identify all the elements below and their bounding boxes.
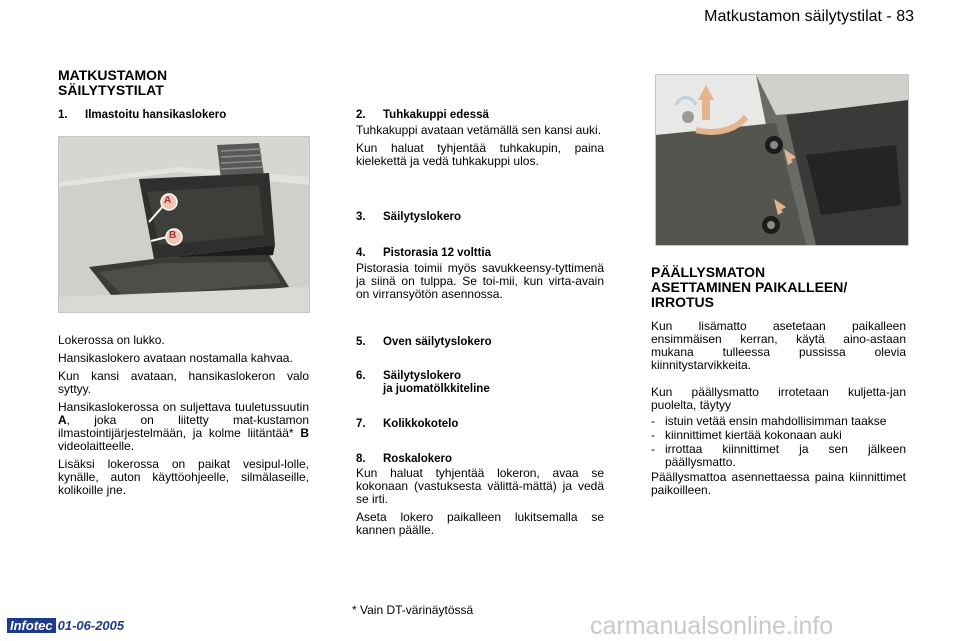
text-run: , joka on liitetty mat-kustamon ilmastointijärjestelmään, ja kolme liitäntää* — [58, 413, 309, 440]
watermark: carmanualsonline.info — [590, 612, 834, 640]
footnote: * Vain DT-värinäytössä — [352, 603, 474, 617]
subheading-text: Säilytyslokero — [383, 370, 461, 382]
paragraph: Kun lisämatto asetetaan paikalleen ensimmäisen kerran, käytä aino-astaan mukana tulleessa pussissa olevia kiinnitystarvikkeita. — [651, 319, 906, 372]
label-b-ref: B — [300, 426, 309, 440]
section-title — [58, 68, 258, 98]
subheading-8 — [356, 453, 452, 465]
label-b: B — [169, 230, 177, 241]
list-item: - irrottaa kiinnittimet ja sen jälkeen päällysmatto. — [651, 443, 906, 469]
paragraph: Hansikaslokero avataan nostamalla kahvaa. — [58, 351, 293, 365]
footer-logo — [7, 618, 124, 633]
subheading-number: 1. — [58, 109, 68, 121]
floor-mat-photo — [655, 74, 909, 246]
bin-text — [356, 467, 604, 542]
ashtray-text — [356, 124, 604, 173]
subheading-text: Kolikkokotelo — [383, 418, 459, 430]
paragraph: Tuhkakuppi avataan vetämällä sen kansi auki. — [356, 123, 602, 137]
subheading-number: 6. — [356, 370, 366, 382]
footer-date: 01-06-2005 — [57, 618, 125, 633]
mat-text — [651, 320, 906, 502]
subheading-number: 5. — [356, 336, 366, 348]
section-title-line1: MATKUSTAMON — [58, 67, 168, 83]
subheading-number: 7. — [356, 418, 366, 430]
paragraph: Päällysmattoa asennettaessa paina kiinnittimet paikoilleen. — [651, 470, 906, 497]
subheading-number: 2. — [356, 109, 366, 121]
section-title-line2: SÄILYTYSTILAT — [58, 82, 164, 98]
paragraph: Lisäksi lokerossa on paikat vesipul-lolle, kynälle, auton käyttöohjeelle, silmälaseille, kolikoille jne. — [58, 457, 309, 497]
paragraph: Kun päällysmatto irrotetaan kuljetta-jan puolelta, täytyy — [651, 385, 906, 412]
subheading-text: Pistorasia 12 volttia — [383, 247, 492, 259]
label-a-ref: A — [58, 413, 67, 427]
subheading-text: Ilmastoitu hansikaslokero — [85, 109, 227, 121]
paragraph: Pistorasia toimii myös savukkeensy-tyttimenä ja siinä on tulppa. Se toi-mii, kun virta-avain on virransyötön asennossa. — [356, 261, 604, 301]
subheading-5 — [356, 336, 492, 348]
steps-list — [651, 415, 906, 469]
subheading-text-cont: ja juomatölkkiteline — [383, 383, 490, 395]
paragraph: Kun haluat tyhjentää lokeron, avaa se kokonaan (vastuksesta välittä-mättä) ja vedä se irti. — [356, 466, 604, 506]
subheading-number: 8. — [356, 453, 366, 465]
paragraph: Aseta lokero paikalleen lukitsemalla se kannen päälle. — [356, 510, 604, 537]
subheading-number: 3. — [356, 211, 366, 223]
subheading-4 — [356, 247, 491, 259]
subheading-2 — [356, 109, 489, 121]
subheading-text: Oven säilytyslokero — [383, 336, 492, 348]
subheading-text: Roskalokero — [383, 453, 453, 465]
socket-text — [356, 262, 604, 306]
text-run: videolaitteelle. — [58, 439, 135, 453]
subheading-text: Säilytyslokero — [383, 211, 461, 223]
glovebox-photo — [58, 136, 310, 313]
subheading-1 — [58, 109, 226, 121]
subheading-3 — [356, 211, 461, 223]
paragraph: Kun haluat tyhjentää tuhkakupin, paina kielekettä ja vedä tuhkakuppi ulos. — [356, 141, 604, 168]
label-a: A — [164, 195, 172, 206]
subheading-6 — [356, 370, 490, 396]
mat-section-title — [651, 265, 921, 310]
paragraph: Kun kansi avataan, hansikaslokeron valo syttyy. — [58, 369, 309, 396]
paragraph — [58, 401, 309, 453]
list-item: - kiinnittimet kiertää kokonaan auki — [651, 429, 906, 442]
paragraph: Lokerossa on lukko. — [58, 333, 165, 347]
title-line: IRROTUS — [651, 294, 714, 310]
title-line: ASETTAMINEN PAIKALLEEN/ — [651, 279, 848, 295]
subheading-text: Tuhkakuppi edessä — [383, 109, 489, 121]
text-run: Hansikaslokerossa on suljettava tuuletussuutin — [58, 400, 309, 414]
brand-logo: Infotec — [7, 618, 56, 633]
glovebox-text — [58, 334, 309, 502]
list-item: - istuin vetää ensin mahdollisimman taakse — [651, 415, 906, 428]
subheading-7 — [356, 418, 458, 430]
subheading-number: 4. — [356, 247, 366, 259]
title-line: PÄÄLLYSMATON — [651, 264, 766, 280]
page-header: Matkustamon säilytystilat - 83 — [704, 8, 914, 25]
